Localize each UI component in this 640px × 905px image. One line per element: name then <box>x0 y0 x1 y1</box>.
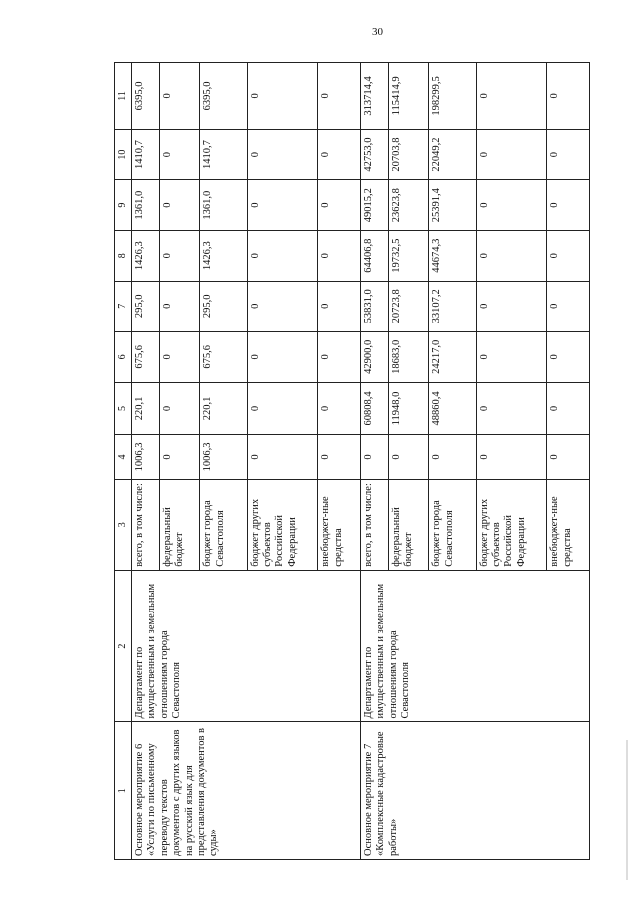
value-cell: 23623,8 <box>388 180 429 231</box>
value-cell: 0 <box>476 63 547 130</box>
value-cell: 0 <box>547 129 590 180</box>
value-cell: 198299,5 <box>429 63 476 130</box>
executor-cell: Департамент по имущественным и земельным отношениям города Севастополя <box>132 570 361 722</box>
value-cell: 64406,8 <box>360 230 388 281</box>
value-cell: 0 <box>159 435 200 480</box>
col-num-4: 4 <box>115 435 132 480</box>
col-num-10: 10 <box>115 129 132 180</box>
executor-cell: Департамент по имущественным и земельным отношениям города Севастополя <box>360 570 589 722</box>
table-container <box>114 62 590 860</box>
value-cell: 295,0 <box>200 281 247 332</box>
value-cell: 0 <box>547 180 590 231</box>
value-cell: 1361,0 <box>132 180 160 231</box>
value-cell: 6395,0 <box>200 63 247 130</box>
value-cell: 0 <box>476 382 547 435</box>
value-cell: 1410,7 <box>132 129 160 180</box>
value-cell: 1006,3 <box>200 435 247 480</box>
value-cell: 60808,4 <box>360 382 388 435</box>
value-cell: 0 <box>159 63 200 130</box>
value-cell: 675,6 <box>132 332 160 383</box>
value-cell: 0 <box>476 281 547 332</box>
value-cell: 33107,2 <box>429 281 476 332</box>
value-cell: 0 <box>247 332 318 383</box>
value-cell: 6395,0 <box>132 63 160 130</box>
funding-source-cell: бюджет города Севастополя <box>429 479 476 570</box>
value-cell: 0 <box>547 63 590 130</box>
value-cell: 0 <box>159 281 200 332</box>
funding-source-cell: бюджет других субъектов Российской Федерации <box>247 479 318 570</box>
page-number: 30 <box>372 26 383 38</box>
table-row <box>132 63 160 860</box>
value-cell: 220,1 <box>132 382 160 435</box>
value-cell: 0 <box>547 332 590 383</box>
value-cell: 1426,3 <box>200 230 247 281</box>
value-cell: 0 <box>429 435 476 480</box>
value-cell: 0 <box>247 382 318 435</box>
value-cell: 0 <box>318 281 361 332</box>
funding-source-cell: внебюджет-ные средства <box>318 479 361 570</box>
funding-source-cell: всего, в том числе: <box>132 479 160 570</box>
value-cell: 0 <box>247 230 318 281</box>
table-row <box>360 63 388 860</box>
value-cell: 0 <box>360 435 388 480</box>
scan-edge-mark <box>626 740 628 880</box>
funding-source-cell: бюджет города Севастополя <box>200 479 247 570</box>
value-cell: 0 <box>318 332 361 383</box>
value-cell: 0 <box>318 63 361 130</box>
col-num-9: 9 <box>115 180 132 231</box>
value-cell: 0 <box>247 63 318 130</box>
value-cell: 0 <box>247 435 318 480</box>
funding-source-cell: бюджет других субъектов Российской Федерации <box>476 479 547 570</box>
value-cell: 0 <box>547 382 590 435</box>
value-cell: 0 <box>476 129 547 180</box>
value-cell: 49015,2 <box>360 180 388 231</box>
col-num-11: 11 <box>115 63 132 130</box>
value-cell: 0 <box>547 435 590 480</box>
value-cell: 53831,0 <box>360 281 388 332</box>
col-num-7: 7 <box>115 281 132 332</box>
funding-source-cell: федеральный бюджет <box>159 479 200 570</box>
funding-source-cell: всего, в том числе: <box>360 479 388 570</box>
col-num-5: 5 <box>115 382 132 435</box>
value-cell: 295,0 <box>132 281 160 332</box>
measure-name-cell: Основное мероприятие 7 «Комплексные кадастровые работы» <box>360 722 589 860</box>
value-cell: 20723,8 <box>388 281 429 332</box>
value-cell: 0 <box>476 230 547 281</box>
value-cell: 0 <box>318 230 361 281</box>
value-cell: 42753,0 <box>360 129 388 180</box>
value-cell: 0 <box>318 382 361 435</box>
value-cell: 0 <box>159 230 200 281</box>
col-num-1: 1 <box>115 722 132 860</box>
value-cell: 0 <box>388 435 429 480</box>
value-cell: 22049,2 <box>429 129 476 180</box>
col-num-2: 2 <box>115 570 132 722</box>
value-cell: 19732,5 <box>388 230 429 281</box>
col-num-3: 3 <box>115 479 132 570</box>
funding-source-cell: федеральный бюджет <box>388 479 429 570</box>
column-number-row <box>115 63 132 860</box>
value-cell: 42900,0 <box>360 332 388 383</box>
value-cell: 1006,3 <box>132 435 160 480</box>
value-cell: 0 <box>247 180 318 231</box>
value-cell: 44674,3 <box>429 230 476 281</box>
funding-source-cell: внебюджет-ные средства <box>547 479 590 570</box>
value-cell: 48860,4 <box>429 382 476 435</box>
program-funding-table <box>114 62 590 860</box>
rotated-table-frame <box>114 62 590 860</box>
value-cell: 0 <box>547 281 590 332</box>
value-cell: 0 <box>247 129 318 180</box>
value-cell: 0 <box>547 230 590 281</box>
value-cell: 24217,0 <box>429 332 476 383</box>
value-cell: 0 <box>159 382 200 435</box>
value-cell: 0 <box>476 435 547 480</box>
value-cell: 1361,0 <box>200 180 247 231</box>
value-cell: 18683,0 <box>388 332 429 383</box>
value-cell: 0 <box>247 281 318 332</box>
value-cell: 0 <box>159 129 200 180</box>
value-cell: 1426,3 <box>132 230 160 281</box>
value-cell: 675,6 <box>200 332 247 383</box>
value-cell: 0 <box>159 180 200 231</box>
value-cell: 20703,8 <box>388 129 429 180</box>
value-cell: 0 <box>159 332 200 383</box>
value-cell: 0 <box>476 180 547 231</box>
value-cell: 1410,7 <box>200 129 247 180</box>
value-cell: 25391,4 <box>429 180 476 231</box>
value-cell: 0 <box>476 332 547 383</box>
value-cell: 220,1 <box>200 382 247 435</box>
measure-name-cell: Основное мероприятие 6 «Услуги по письменному переводу текстов документов с других языков на русский язык для представления документов в суды» <box>132 722 361 860</box>
value-cell: 313714,4 <box>360 63 388 130</box>
col-num-8: 8 <box>115 230 132 281</box>
value-cell: 11948,0 <box>388 382 429 435</box>
value-cell: 0 <box>318 435 361 480</box>
value-cell: 0 <box>318 180 361 231</box>
value-cell: 115414,9 <box>388 63 429 130</box>
value-cell: 0 <box>318 129 361 180</box>
col-num-6: 6 <box>115 332 132 383</box>
